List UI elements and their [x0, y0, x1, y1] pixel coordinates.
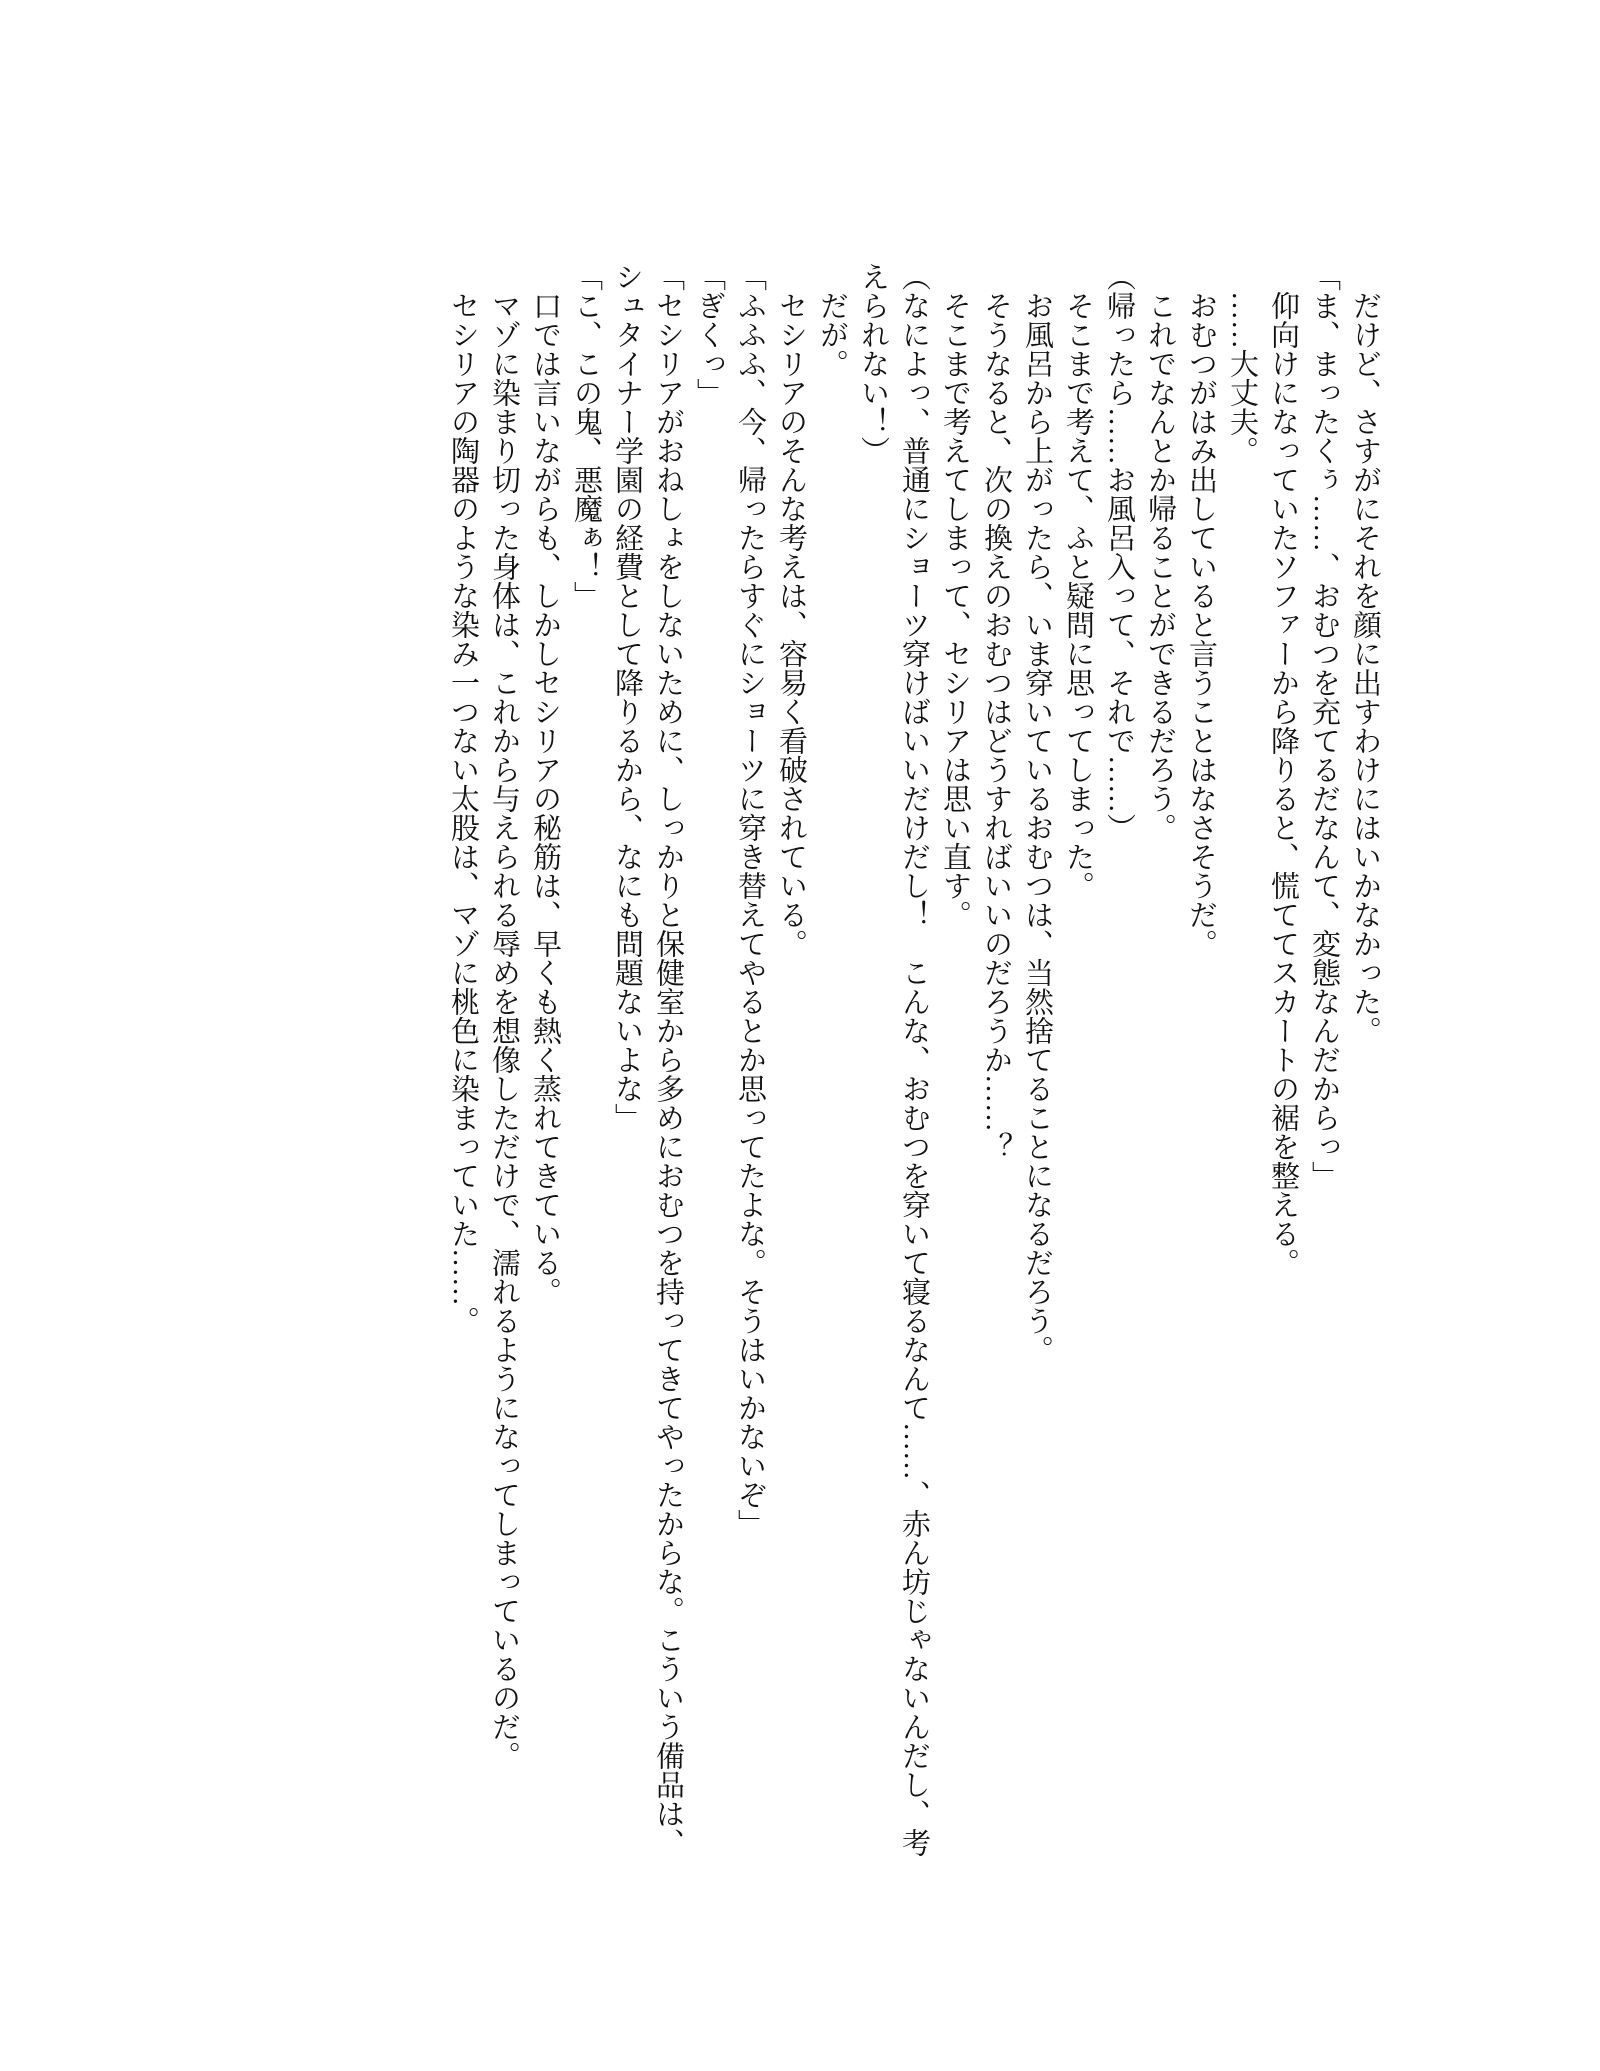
paragraph: ……大丈夫。	[1226, 291, 1258, 465]
paragraph: そこまで考えて、ふと疑問に思ってしまった。	[1062, 291, 1094, 900]
paragraph: 「ぎくっ」	[693, 262, 725, 407]
paragraph: だけど、さすがにそれを顔に出すわけにはいかなかった。	[1349, 291, 1381, 1045]
paragraph: セシリアの陶器のような染み一つない太股は、マゾに桃色に染まっていた……。	[447, 291, 479, 1335]
paragraph: 「ふふふ、今、帰ったらすぐにショーツに穿き替えてやるとか思ってたよな。そうはいかないぞ」	[734, 262, 766, 1538]
paragraph: 「こ、この鬼、悪魔ぁ！」	[570, 262, 602, 610]
paragraph: そうなると、次の換えのおむつはどうすればいいのだろうか……？	[980, 291, 1012, 1161]
paragraph: （帰ったら……お風呂入って、それで……）	[1103, 262, 1135, 842]
vertical-text-block	[442, 262, 1385, 1862]
paragraph: 「ま、まったくぅ……、おむつを充てるだなんて、変態なんだからっ」	[1308, 262, 1340, 1190]
paragraph: だが。	[816, 291, 848, 378]
paragraph: 「セシリアがおねしょをしないために、しっかりと保健室から多めにおむつを持ってきてやったからな。こういう備品は、シュタイナー学園の経費として降りるから、なにも問題ないよな」	[611, 262, 684, 1857]
paragraph: （なによっ、普通にショーツ穿けばいいだけだし！ こんな、おむつを穿いて寝るなんて……、赤ん坊じゃないんだし、考えられない！）	[857, 262, 930, 1857]
paragraph: 口では言いながらも、しかしセシリアの秘筋は、早くも熱く蒸れてきている。	[529, 291, 561, 1306]
paragraph: これでなんとか帰ることができるだろう。	[1144, 291, 1176, 842]
paragraph: おむつがはみ出していると言うことはなさそうだ。	[1185, 291, 1217, 958]
paragraph: お風呂から上がったら、いま穿いているおむつは、当然捨てることになるだろう。	[1021, 291, 1053, 1364]
paragraph: マゾに染まり切った身体は、これから与えられる辱めを想像しただけで、濡れるようになってしまっているのだ。	[488, 291, 520, 1770]
paragraph: セシリアのそんな考えは、容易く看破されている。	[775, 291, 807, 958]
paragraph: 仰向けになっていたソファーから降りると、慌ててスカートの裾を整える。	[1267, 291, 1299, 1277]
paragraph: そこまで考えてしまって、セシリアは思い直す。	[939, 291, 971, 929]
